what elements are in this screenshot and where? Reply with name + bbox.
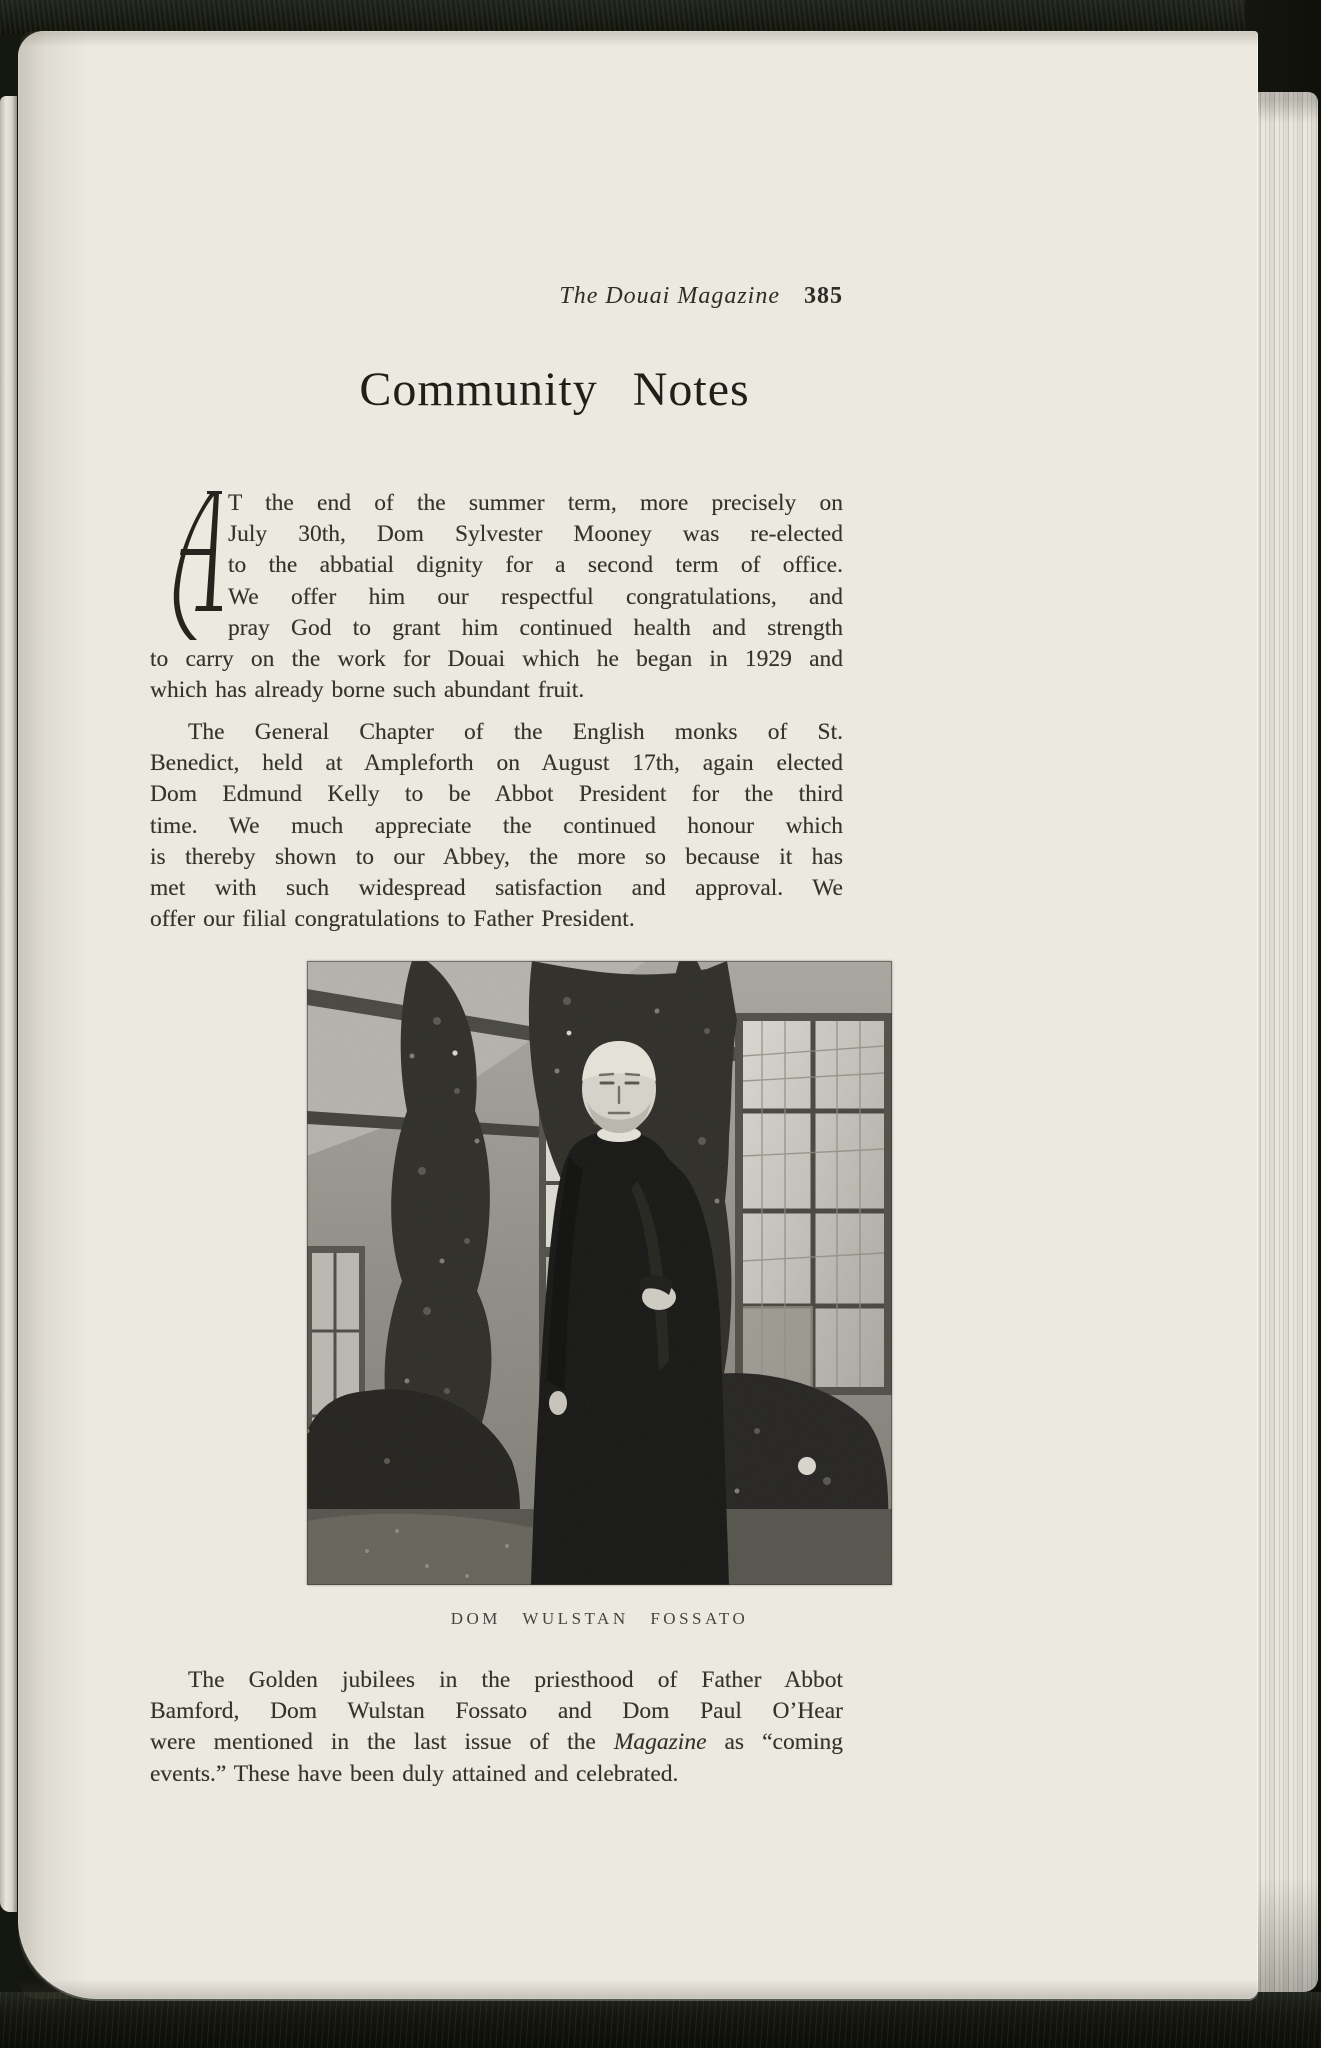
text-line: is thereby shown to our Abbey, the more so because it has (150, 843, 843, 870)
text-line: to the abbatial dignity for a second term of office. (228, 552, 843, 579)
article-title: Community Notes (359, 363, 750, 416)
top-edge-shadow (18, 31, 1258, 47)
portrait-photo-illustration (307, 961, 892, 1585)
paragraph-1 (150, 488, 843, 706)
text-line: pray God to grant him continued health and strength (228, 614, 843, 641)
paragraph-2-lines (150, 717, 843, 935)
paragraph-2 (150, 717, 843, 935)
paragraph-1-lines (150, 488, 843, 706)
drop-cap-letter-A (152, 490, 222, 640)
text-line: The General Chapter of the English monks of St. (188, 719, 843, 745)
closing-line-2: Bamford, Dom Wulstan Fossato and Dom Paul O’Hear (150, 1698, 843, 1725)
text-line: to carry on the work for Douai which he began in 1929 and (150, 646, 843, 673)
text-line: met with such widespread satisfaction and approval. We (150, 875, 843, 902)
book-cover-bottom (0, 1992, 1321, 2048)
fore-edge-page-stack (1252, 92, 1318, 1992)
gutter-shadow (18, 31, 88, 1999)
closing-paragraph (150, 1665, 843, 1790)
photo-caption: DOM WULSTAN FOSSATO (450, 1609, 749, 1628)
portrait-photo (307, 961, 892, 1585)
magazine-page (18, 31, 1258, 1999)
magazine-italic-word: Magazine (613, 1729, 707, 1756)
text-line: time. We much appreciate the continued honour which (150, 812, 843, 839)
text-line: July 30th, Dom Sylvester Mooney was re-elected (228, 521, 843, 548)
magazine-title: The Douai Magazine (559, 283, 780, 309)
closing-line-1: The Golden jubilees in the priesthood of Father Abbot (188, 1667, 843, 1693)
text-line: Dom Edmund Kelly to be Abbot President for the third (150, 781, 843, 808)
bottom-edge-shadow (18, 1979, 1258, 1999)
text-line: offer our filial congratulations to Father President. (150, 906, 635, 933)
text-line: We offer him our respectful congratulations, and (228, 583, 843, 610)
text-line: T the end of the summer term, more precisely on (228, 490, 843, 516)
closing-line-4: events.” These have been duly attained and celebrated. (150, 1760, 679, 1787)
left-page-edge (0, 96, 17, 1912)
text-line: Benedict, held at Ampleforth on August 17th, again elected (150, 750, 843, 777)
text-line: which has already borne such abundant fruit. (150, 677, 585, 704)
book-cover-top (0, 0, 1321, 34)
page-number: 385 (804, 283, 843, 309)
closing-line-3: were mentioned in the last issue of the Magazine as “coming (150, 1729, 844, 1756)
photo-grain (307, 961, 892, 1585)
drop-cap-glyph (152, 490, 222, 640)
running-header (150, 283, 843, 310)
